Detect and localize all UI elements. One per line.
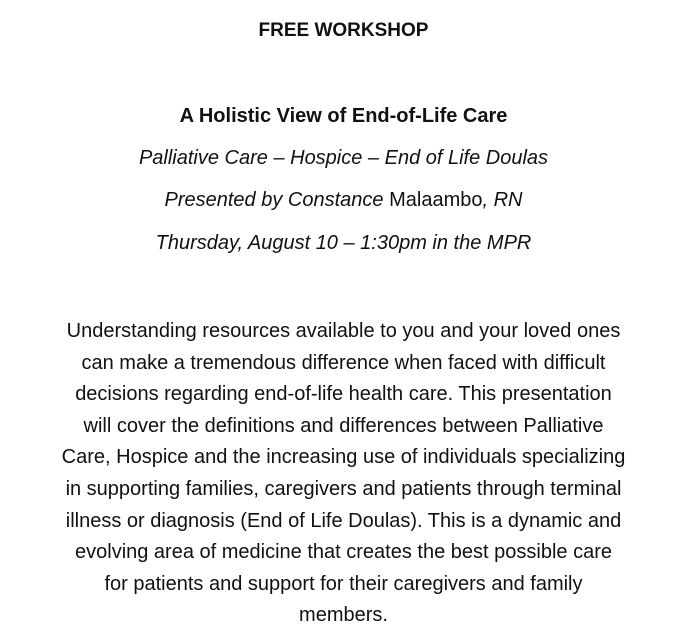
workshop-heading: A Holistic View of End-of-Life Care xyxy=(179,105,508,127)
workshop-description xyxy=(22,316,665,632)
document-title: FREE WORKSHOP xyxy=(258,20,429,41)
description-line: will cover the definitions and differences between Palliative xyxy=(83,414,604,437)
description-line: Understanding resources available to you and your loved ones xyxy=(66,320,621,342)
description-line: for patients and support for their caregivers and family xyxy=(104,572,583,595)
description-line: members. xyxy=(299,604,388,627)
presenter-prefix: Presented by Constance xyxy=(164,189,390,211)
description-line: decisions regarding end-of-life health care. This presentation xyxy=(75,383,612,406)
workshop-topics: Palliative Care – Hospice – End of Life Doulas xyxy=(138,147,549,169)
description-line: in supporting families, caregivers and patients through terminal xyxy=(65,477,622,500)
description-line: can make a tremendous difference when faced with difficult xyxy=(81,351,606,374)
description-line: illness or diagnosis (End of Life Doulas). This is a dynamic and xyxy=(65,509,622,532)
presenter-suffix: , RN xyxy=(482,189,523,211)
description-line: Care, Hospice and the increasing use of individuals specializing xyxy=(61,446,626,469)
description-line: evolving area of medicine that creates the best possible care xyxy=(75,541,612,564)
presenter-surname: Malaambo xyxy=(389,189,483,211)
workshop-schedule: Thursday, August 10 – 1:30pm in the MPR xyxy=(155,232,532,254)
presenter-line xyxy=(0,189,687,212)
